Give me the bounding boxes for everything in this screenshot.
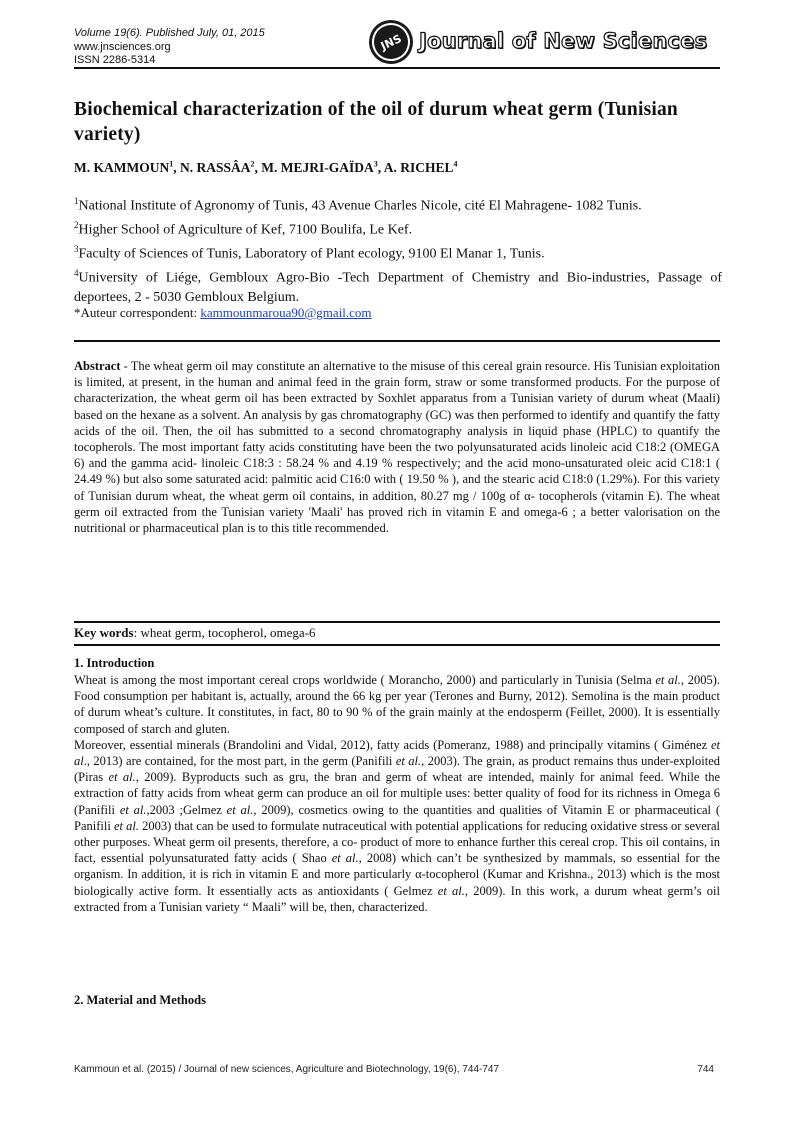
footer-citation: Kammoun et al. (2015) / Journal of new sciences, Agriculture and Biotechnology, 19(6), 744-747 bbox=[74, 1064, 500, 1075]
intro-paragraph bbox=[74, 672, 720, 737]
text-run: 2003) that can be used to formulate nutraceutical with potential applications for reducing oxidative stress or several other purposes. Wheat germ oil presents, therefore, a co- product of more to enhance further this cereal crop. This oil contains, in fact, essential polyunsaturated fatty acids ( Shao bbox=[74, 818, 720, 866]
correspondence-label: *Auteur correspondent: bbox=[74, 305, 201, 320]
text-run: ., 2013) are contained, for the most part, in the germ (Panifili bbox=[83, 754, 396, 769]
affiliation: $^2$Higher School of Agriculture of Kef, 7100 Boulifa, Le Kef. bbox=[74, 220, 413, 238]
keywords-text: : wheat germ, tocopherol, omega-6 bbox=[133, 625, 316, 640]
keywords-label: Key words bbox=[74, 625, 134, 640]
italic-run: et al. bbox=[437, 883, 465, 898]
abstract-text: - The wheat germ oil may constitute an alternative to the misuse of this cereal grain resource. His Tunisian exploitation is limited, at present, in the human and animal feed in the grain form, straw or some transformed products. For the purpose of characterization, the wheat germ oil has been extracted by Soxhlet apparatus from a Tunisian variety of durum wheat (Maali) based on the hexane as a solvent. An analysis by gas chromatography (GC) was then performed to identify and quantify the fatty acids of the oil. Then, the oil has submitted to a second chromatography analysis in liquid phase (HPLC) to quantify the tocopherols. The most important fatty acids constituting have been the two polyunsaturated acids linoleic acid C18:2 (OMEGA 6) and the gamma acid- linoleic C18:3 : 58.24 % and 4.19 % respectively; and the acid mono-unsaturated oleic acid C18:1 ( 24.49 %) but also some saturated acid: palmitic acid C16:0 with ( 19.50 % ), and the stearic acid C18:0 (1.29%). For this variety of Tunisian durum wheat, the wheat germ oil contains, in addition, 80.27 mg / 100g of α- tocopherols (vitamin E). The wheat germ oil extracted from the Tunisian variety 'Maali' has proved rich in vitamin E and omega-6 ; a better valorisation on the nutritional or pharmaceutical plan is to this title recommended. bbox=[74, 359, 720, 536]
text-run: , 2008) which can’t be synthesized by mammals, so essential for the organism. In addition, it is rich in vitamin E and more particularly α-tocopherol (Kumar and Krishna., 2013) which is the most biologically active form. It essentially acts as antioxidants ( Gelmez bbox=[74, 851, 720, 898]
italic-run: et al. bbox=[395, 754, 422, 769]
italic-run: et al. bbox=[655, 673, 681, 687]
affiliation: $^3$Faculty of Sciences of Tunis, Laboratory of Plant ecology, 9100 El Manar 1, Tunis. bbox=[74, 244, 545, 262]
page-number: 744 bbox=[697, 1064, 714, 1075]
keywords bbox=[74, 625, 316, 641]
author-list bbox=[74, 159, 458, 176]
introduction-body bbox=[74, 672, 720, 915]
email-link[interactable]: kammounmaroua90@gmail.com bbox=[200, 305, 372, 320]
abstract bbox=[74, 358, 720, 536]
affiliation: $^1$National Institute of Agronomy of Tunis, 43 Avenue Charles Nicole, cité El Mahragene- 1082 Tunis. bbox=[74, 196, 642, 214]
author: A. RICHEL$^4$ bbox=[383, 159, 458, 175]
text-run: , 2009). Byproducts such as gru, the bran and germ of wheat are intended, mainly for animal feed. While the extraction of fatty acids from wheat germ can produce an oil for multiple uses: better quality of food for its richness in Omega 6 (Panifili bbox=[74, 770, 720, 817]
author: N. RASSÂA$^2$, bbox=[179, 159, 262, 175]
correspondence bbox=[74, 305, 372, 321]
journal-meta bbox=[74, 27, 265, 68]
text-run: , 2003). The grain, as product remains thus under-exploited (Piras bbox=[74, 754, 720, 785]
keywords-top-divider bbox=[74, 621, 720, 623]
text-run: ,2003 ;Gelmez bbox=[146, 802, 227, 817]
section-heading-introduction: 1. Introduction bbox=[74, 656, 155, 670]
italic-run: et al. bbox=[119, 802, 147, 817]
intro-paragraph bbox=[74, 737, 720, 915]
text-run: , 2009). In this work, a durum wheat germ’s oil extracted from a Tunisian variety “ Maali” will be, then, characterized. bbox=[74, 883, 721, 914]
journal-name: Journal of New Sciences bbox=[419, 29, 708, 53]
jns-badge-icon bbox=[362, 13, 420, 71]
affiliations bbox=[74, 192, 722, 307]
issn: ISSN 2286-5314 bbox=[74, 54, 156, 66]
text-run: , 2005). Food consumption per habitant is, actually, around the 66 kg per year (Terones and Burny, 2012). Semolina is the main product of durum wheat’s culture. It constitutes, in fact, 80 to 90 % of the grain mainly at the endosperm (Feillet, 2000). It is essentially composed of starch and gluten. bbox=[74, 673, 720, 736]
affiliation: $^4$University of Liége, Gembloux Agro-Bio -Tech Department of Chemistry and Bio-industries, Passage of deportees, 2 - 5030 Gembloux Belgium. bbox=[74, 268, 722, 305]
jns-badge-text: JNS bbox=[366, 17, 416, 67]
italic-run: et al bbox=[74, 737, 720, 769]
author: M. MEJRI-GAÏDA$^3$, bbox=[261, 159, 384, 175]
keywords-bottom-divider bbox=[74, 644, 720, 646]
text-run: Wheat is among the most important cereal crops worldwide ( Morancho, 2000) and particularly in Tunisia (Selma bbox=[74, 673, 656, 687]
volume-info: Volume 19(6). Published July, 01, 2015 bbox=[74, 27, 265, 39]
text-run: , 2009), cosmetics owing to the quantities and qualities of Vitamin E or pharmaceutical ( Panifili bbox=[74, 802, 721, 833]
page-footer bbox=[74, 1064, 714, 1075]
italic-run: et al. bbox=[113, 818, 139, 833]
abstract-label: Abstract bbox=[74, 359, 121, 373]
journal-logo bbox=[369, 20, 708, 66]
italic-run: et al. bbox=[331, 851, 359, 866]
abstract-top-divider bbox=[74, 340, 720, 342]
header-divider bbox=[74, 67, 720, 69]
journal-website[interactable]: www.jnsciences.org bbox=[74, 40, 171, 53]
author: M. KAMMOUN$^1$, bbox=[74, 159, 180, 175]
italic-run: et al. bbox=[108, 770, 136, 785]
section-heading-methods: 2. Material and Methods bbox=[74, 993, 206, 1007]
paper-title: Biochemical characterization of the oil of durum wheat germ (Tunisian variety) bbox=[74, 99, 678, 145]
italic-run: et al. bbox=[226, 802, 254, 817]
text-run: Moreover, essential minerals (Brandolini and Vidal, 2012), fatty acids (Pomeranz, 1988) and principally vitamins ( Giménez bbox=[74, 737, 711, 752]
